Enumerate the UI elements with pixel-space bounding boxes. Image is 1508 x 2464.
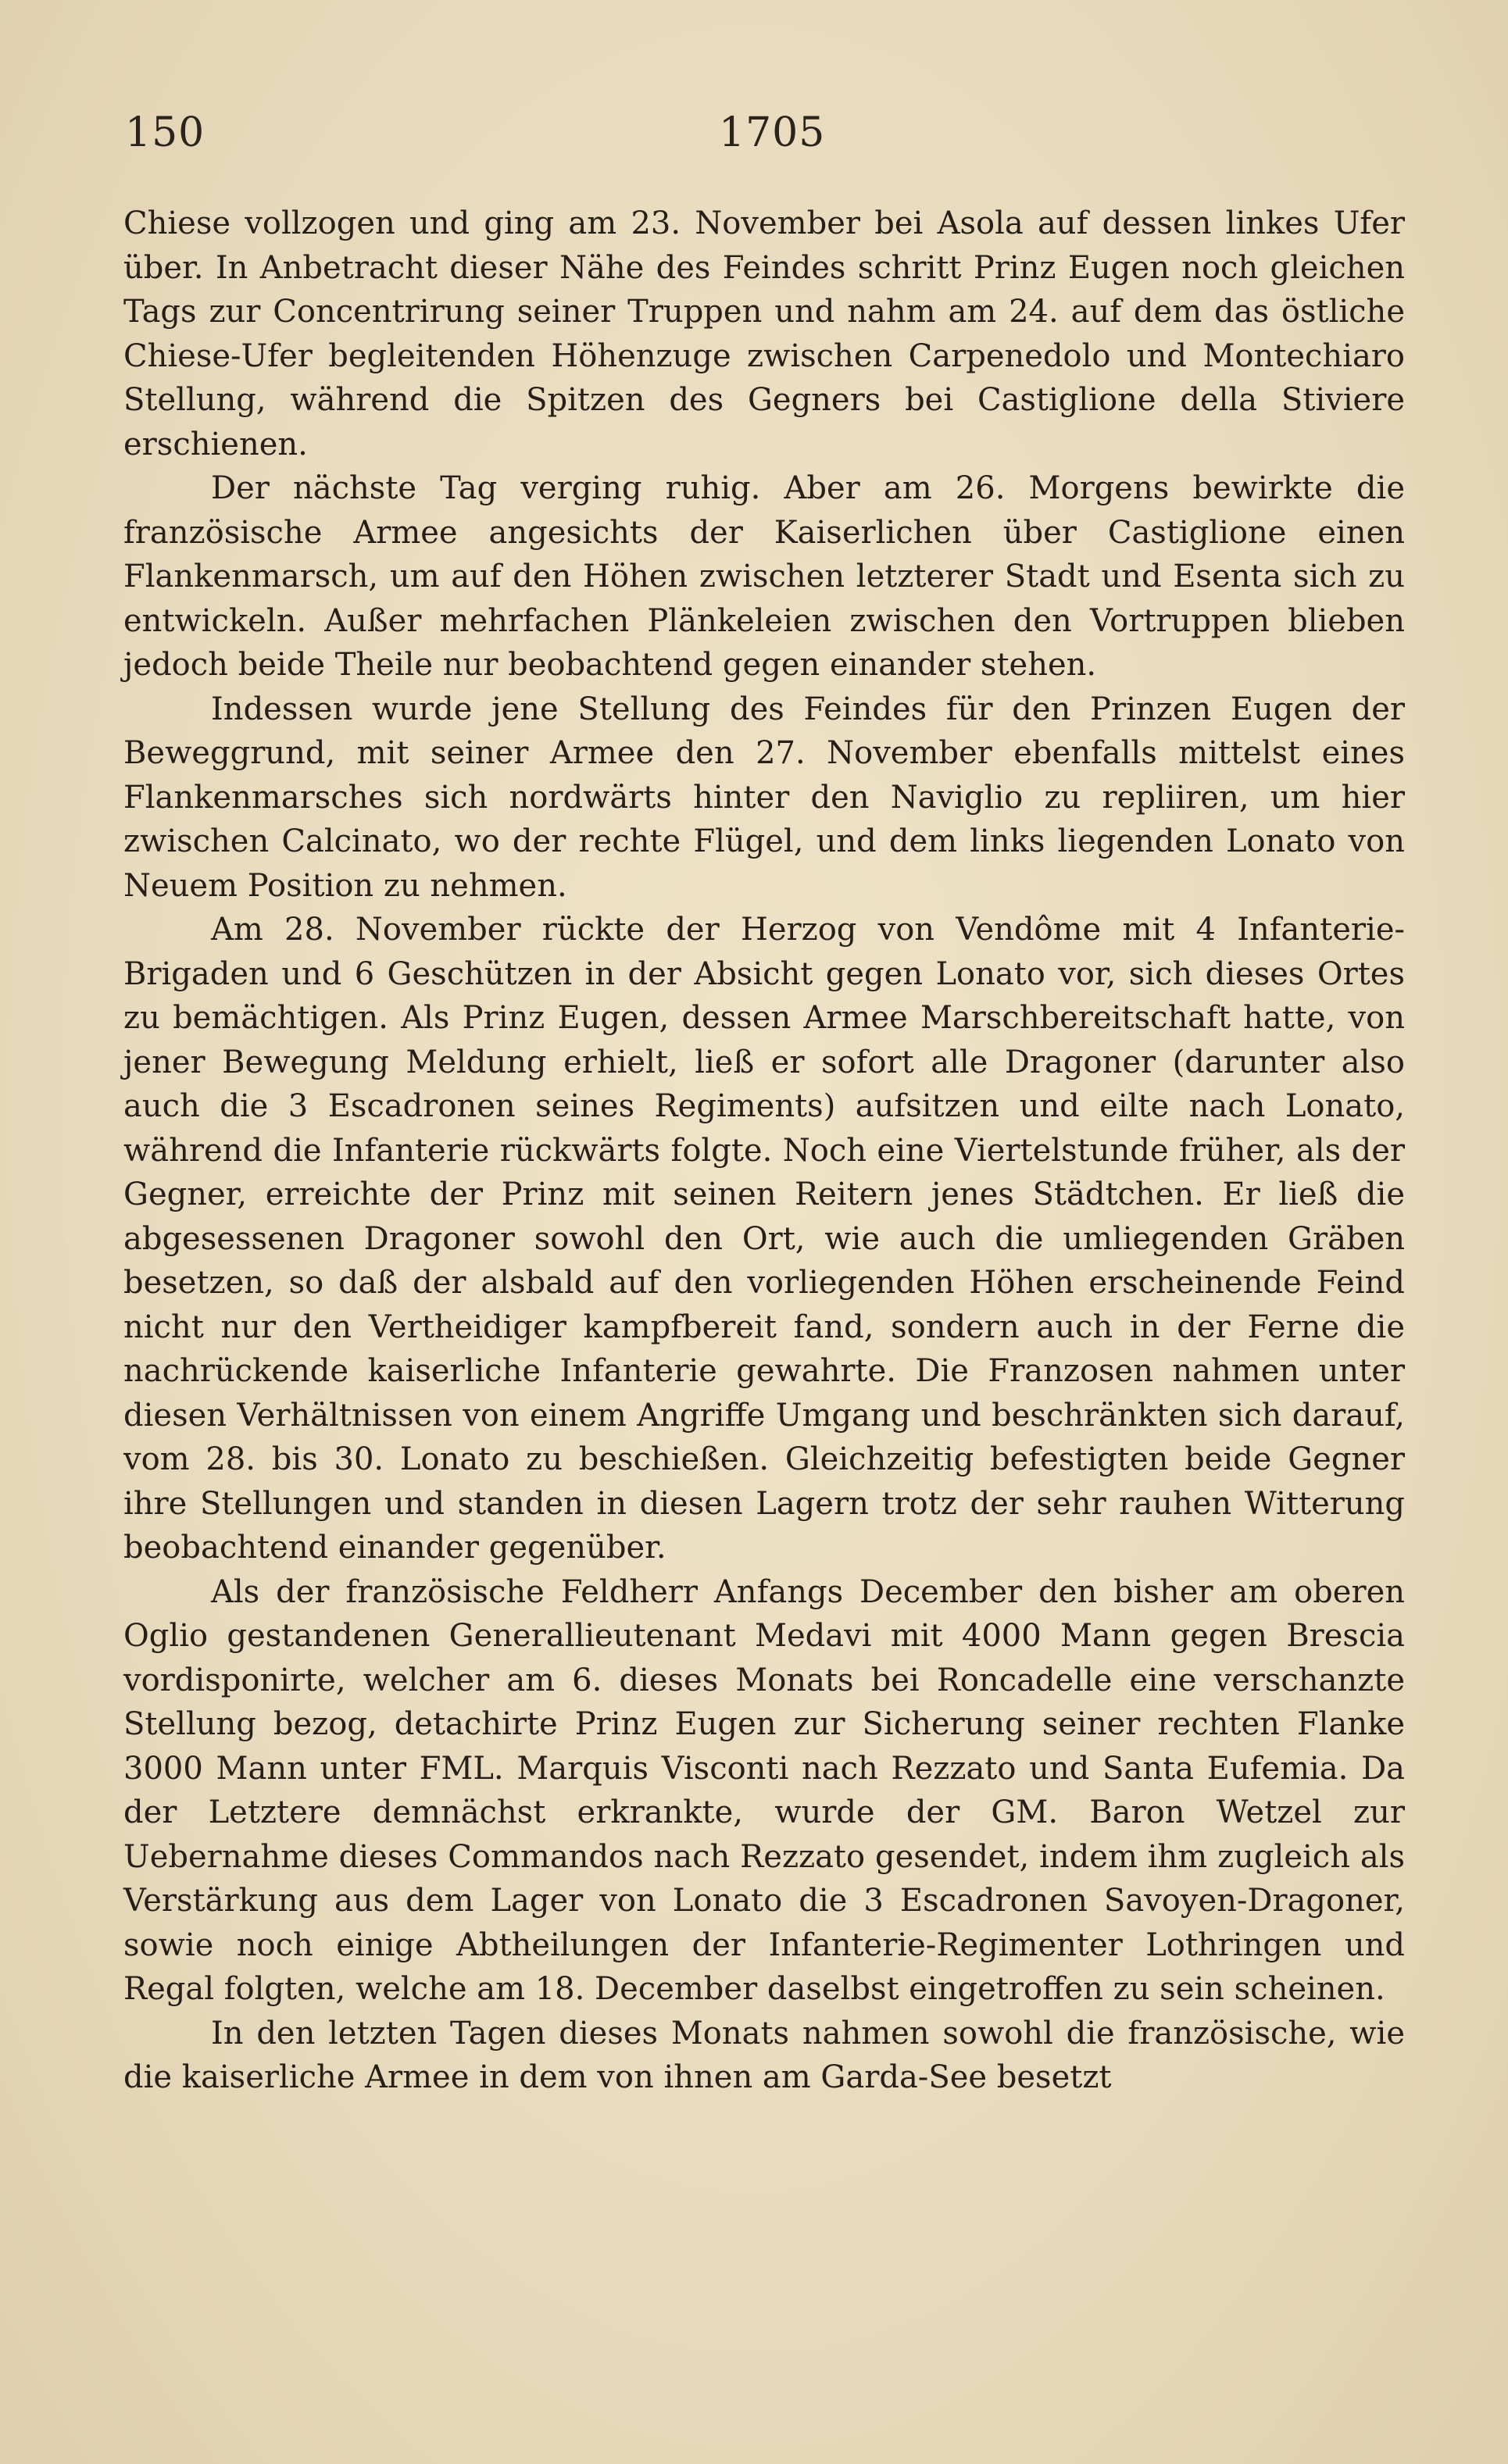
page-number: 150	[125, 109, 205, 156]
page-header	[125, 109, 1406, 172]
paragraph-continues: In den letzten Tagen dieses Monats nahmen sowohl die französische, wie die kaiserliche Armee in dem von ihnen am Garda-See besetzt	[123, 2015, 1405, 2095]
paragraph: Als der französische Feldherr Anfangs December den bisher am oberen Oglio gestandenen Generallieutenant Medavi mit 4000 Mann gegen Brescia vordisponirte, welcher am 6. dieses Monats bei Roncadelle eine verschanzte Stellung bezog, detachirte Prinz Eugen zur Sicherung seiner rechten Flanke 3000 Mann unter FML. Marquis Visconti nach Rezzato und Santa Eufemia. Da der Letztere demnächst erkrankte, wurde der GM. Baron Wetzel zur Uebernahme dieses Commandos nach Rezzato gesendet, indem ihm zugleich als Verstärkung aus dem Lager von Lonato die 3 Escadronen Savoyen-Dragoner, sowie noch einige Abtheilungen der Infanterie-Regimenter Lothringen und Regal folgten, welche am 18. December daselbst eingetroffen zu sein scheinen.	[123, 1573, 1405, 2007]
paragraph-continued: Chiese vollzogen und ging am 23. November bei Asola auf dessen linkes Ufer über. In Anbetracht dieser Nähe des Feindes schritt Prinz Eugen noch gleichen Tags zur Concentrirung seiner Truppen und nahm am 24. auf dem das östliche Chiese-Ufer begleitenden Höhenzuge zwischen Carpenedolo und Montechiaro Stellung, während die Spitzen des Gegners bei Castiglione della Stiviere erschienen.	[123, 205, 1405, 462]
body-text	[123, 202, 1405, 2100]
running-head-year: 1705	[719, 109, 826, 156]
paragraph: Der nächste Tag verging ruhig. Aber am 26. Morgens bewirkte die französische Armee angesichts der Kaiserlichen über Castiglione einen Flankenmarsch, um auf den Höhen zwischen letzterer Stadt und Esenta sich zu entwickeln. Außer mehrfachen Plänkeleien zwischen den Vortruppen blieben jedoch beide Theile nur beobachtend gegen einander stehen.	[123, 470, 1405, 683]
paragraph: Indessen wurde jene Stellung des Feindes für den Prinzen Eugen der Beweggrund, mit seiner Armee den 27. November ebenfalls mittelst eines Flankenmarsches sich nordwärts hinter den Naviglio zu repliiren, um hier zwischen Calcinato, wo der rechte Flügel, und dem links liegenden Lonato von Neuem Position zu nehmen.	[123, 691, 1405, 904]
paragraph: Am 28. November rückte der Herzog von Vendôme mit 4 Infanterie-Brigaden und 6 Geschützen in der Absicht gegen Lonato vor, sich dieses Ortes zu bemächtigen. Als Prinz Eugen, dessen Armee Marschbereitschaft hatte, von jener Bewegung Meldung erhielt, ließ er sofort alle Dragoner (darunter also auch die 3 Escadronen seines Regiments) aufsitzen und eilte nach Lonato, während die Infanterie rückwärts folgte. Noch eine Viertelstunde früher, als der Gegner, erreichte der Prinz mit seinen Reitern jenes Städtchen. Er ließ die abgesessenen Dragoner sowohl den Ort, wie auch die umliegenden Gräben besetzen, so daß der alsbald auf den vorliegenden Höhen erscheinende Feind nicht nur den Vertheidiger kampfbereit fand, sondern auch in der Ferne die nachrückende kaiserliche Infanterie gewahrte. Die Franzosen nahmen unter diesen Verhältnissen von einem Angriffe Umgang und beschränkten sich darauf, vom 28. bis 30. Lonato zu beschießen. Gleichzeitig befestigten beide Gegner ihre Stellungen und standen in diesen Lagern trotz der sehr rauhen Witterung beobachtend einander gegenüber.	[123, 912, 1405, 1566]
